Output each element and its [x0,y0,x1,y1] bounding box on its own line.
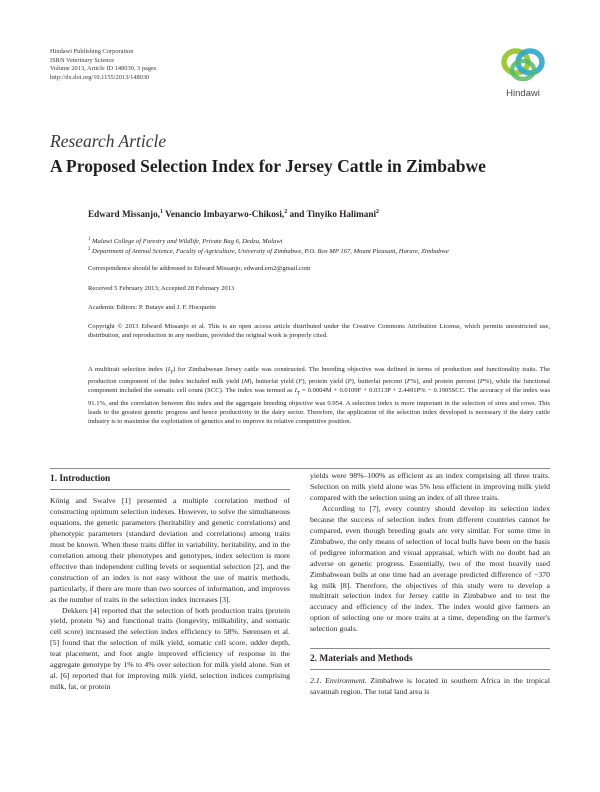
affiliation-number: 2 [88,247,91,252]
section-rule [310,669,550,670]
methods-heading: 2. Materials and Methods [310,654,413,665]
author-name: Venancio Imbayarwo-Chikosi, [162,209,285,220]
left-column [50,471,290,693]
affiliation-text: Department of Animal Science, Faculty of Agriculture, University of Zimbabwe, P.O. Box MP 167, Mount Pleasant, Harare, Zimbabwe [90,248,449,256]
abstract-text: ) for Zimbabwean Jersey cattle was constructed. The breeding objective was defined in terms of production and functionality traits. The production component of the index included milk yield ( [88,366,551,386]
affiliation-text: Malawi College of Forestry and Wildlife, Private Bag 6, Dedza, Malawi [90,238,283,246]
introduction-paragraph: König and Swalve [1] presented a multiple correlation method of constructing optimum selection indexes. However, to solve the simultaneous equations, the genetic parameters (heritability and genetic correlations) and phenotypic parameters (standard deviation and correlations) among traits must be known. When these traits differ in variability, heritability, and in the correlation among their phenotypes and genotypes, index selection is more effective than independent culling levels or sequential selection [2], and the construction of an index is not easy without the use of matrix methods, particularly, if there are more than two sources of information, and improves as the number of traits in the selection index increases [3]. [50,496,290,604]
correspondence: Correspondence should be addressed to Edward Missanjo; edward.em2@gmail.com [88,265,311,272]
introduction-paragraph: Dekkers [4] reported that the selection of both production traits (protein yield, protein %) and functional traits (longevity, milkability, and somatic cell score) increased the selection index efficiency to 58%. Sørensen et al. [5] found that the selection of milk yield, somatic cell score, udder depth, teat placement, and foot angle improved efficiency of response in the aggregate genotype by 1% to 4% over selection for milk yield alone. Sun et al. [6] reported that for improving milk yield, selection indices comprising milk, fat, or protein [50,605,290,692]
abstract-text: ), and protein percent ( [416,378,480,386]
introduction-paragraph: yields were 98%–100% as efficient as an index comprising all three traits. Selection on milk yield alone was 5% less efficient in improving milk yield compared with the selection using an index of all three traits. [310,471,550,502]
author-name: Edward Missanjo, [88,209,160,220]
article-type: Research Article [50,131,167,151]
author-affiliation-mark: 2 [284,209,288,215]
right-column [310,471,550,698]
index-subscript: T [170,369,174,376]
publisher-name: Hindawi Publishing Corporation [50,48,134,55]
doi-link[interactable]: http://dx.doi.org/10.1155/2013/148030 [50,73,150,81]
symbol-f-percent: F% [406,378,417,386]
introduction-heading: 1. Introduction [50,474,111,484]
received-accepted-dates: Received 5 February 2013; Accepted 28 February 2013 [88,285,235,292]
author-affiliation-mark: 1 [159,209,163,215]
hindawi-logo [496,44,550,106]
symbol-p-percent: P% [479,378,490,386]
hindawi-logo-icon [496,44,550,86]
methods-paragraph: Zimbabwe is located in southern Africa in the tropical savannah region. The total land area is [310,676,551,697]
hindawi-logo-text: Hindawi [506,88,540,99]
abstract-text: The accuracy of the index was 91.1%, and the correlation between this index and the aggregate breeding objective was 0.954. A selection index is more important in the selection of sires and cows. This leads to the greatest genetic progress and hence productivity in the dairy sector. Therefore, the application of the selection index developed is necessary if the dairy cattle industry is to maximise the exploitation of genetics and to improve its relative competitive position. [88,387,551,425]
copyright-notice: Copyright © 2013 Edward Missanjo et al. This is an open access article distributed under the Creative Commons Attribution License, which permits unrestricted use, distribution, and reproduction in any medium, provided the original work is properly cited. [88,323,550,339]
abstract-text: A multitrait selection index ( [88,366,168,373]
abstract-text: ), butterfat percent ( [351,378,407,386]
symbol-f: F [298,378,303,386]
index-symbol: I [294,387,297,395]
journal-name: ISRN Veterinary Science [50,56,115,64]
abstract [88,365,550,426]
abstract-text: ), protein yield ( [302,378,348,386]
abstract-text: ), butterfat yield ( [249,378,299,386]
symbol-p: P [347,378,352,386]
author-name: and Tinyiko Halimani [287,209,377,220]
introduction-paragraph: According to [7], every country should develop its selection index because the success of selection index from different countries cannot be compared, even though breeding goals are very similar. For some time in Zimbabwe, the only means of selection of local bulls have been on the basis of pedigree information and visual appraisal, which with no doubt had an adverse on genetic progress. Essentially, two of the most heavily used Zimbabwean bulls at one time had an average predicted difference of −370 kg milk [8]. Therefore, the objectives of this study were to develop a multitrait selection index for Jersey cattle in Zimbabwe and to test the accuracy and efficiency of the index. The index would give farmers an option of selecting one or more traits at a time, depending on the farmer's selection goals. [310,503,550,634]
index-subscript: T [296,390,300,397]
section-rule [50,468,550,469]
index-formula: = 0.0004M + 0.0109F + 0.0313P + 2.4491P% − 0.1905SCC. [299,387,466,395]
volume-info: Volume 2013, Article ID 148030, 3 pages [50,65,157,73]
affiliation-2 [88,246,449,257]
affiliation-number: 1 [88,237,91,242]
abstract-text: ), while the functional component included the somatic cell count (SCC). The index was termed as [88,378,551,395]
journal-metadata [50,48,156,82]
section-rule [50,489,290,490]
index-symbol: I [167,366,170,373]
author-affiliation-mark: 2 [376,209,380,215]
academic-editors: Academic Editors: P. Butaye and J. F. Hocquette [88,304,217,311]
author-list [88,209,379,219]
symbol-m: M [243,378,250,386]
article-title: A Proposed Selection Index for Jersey Cattle in Zimbabwe [50,156,486,176]
environment-subheading: 2.1. Environment. [310,676,367,686]
section-rule [310,648,550,649]
